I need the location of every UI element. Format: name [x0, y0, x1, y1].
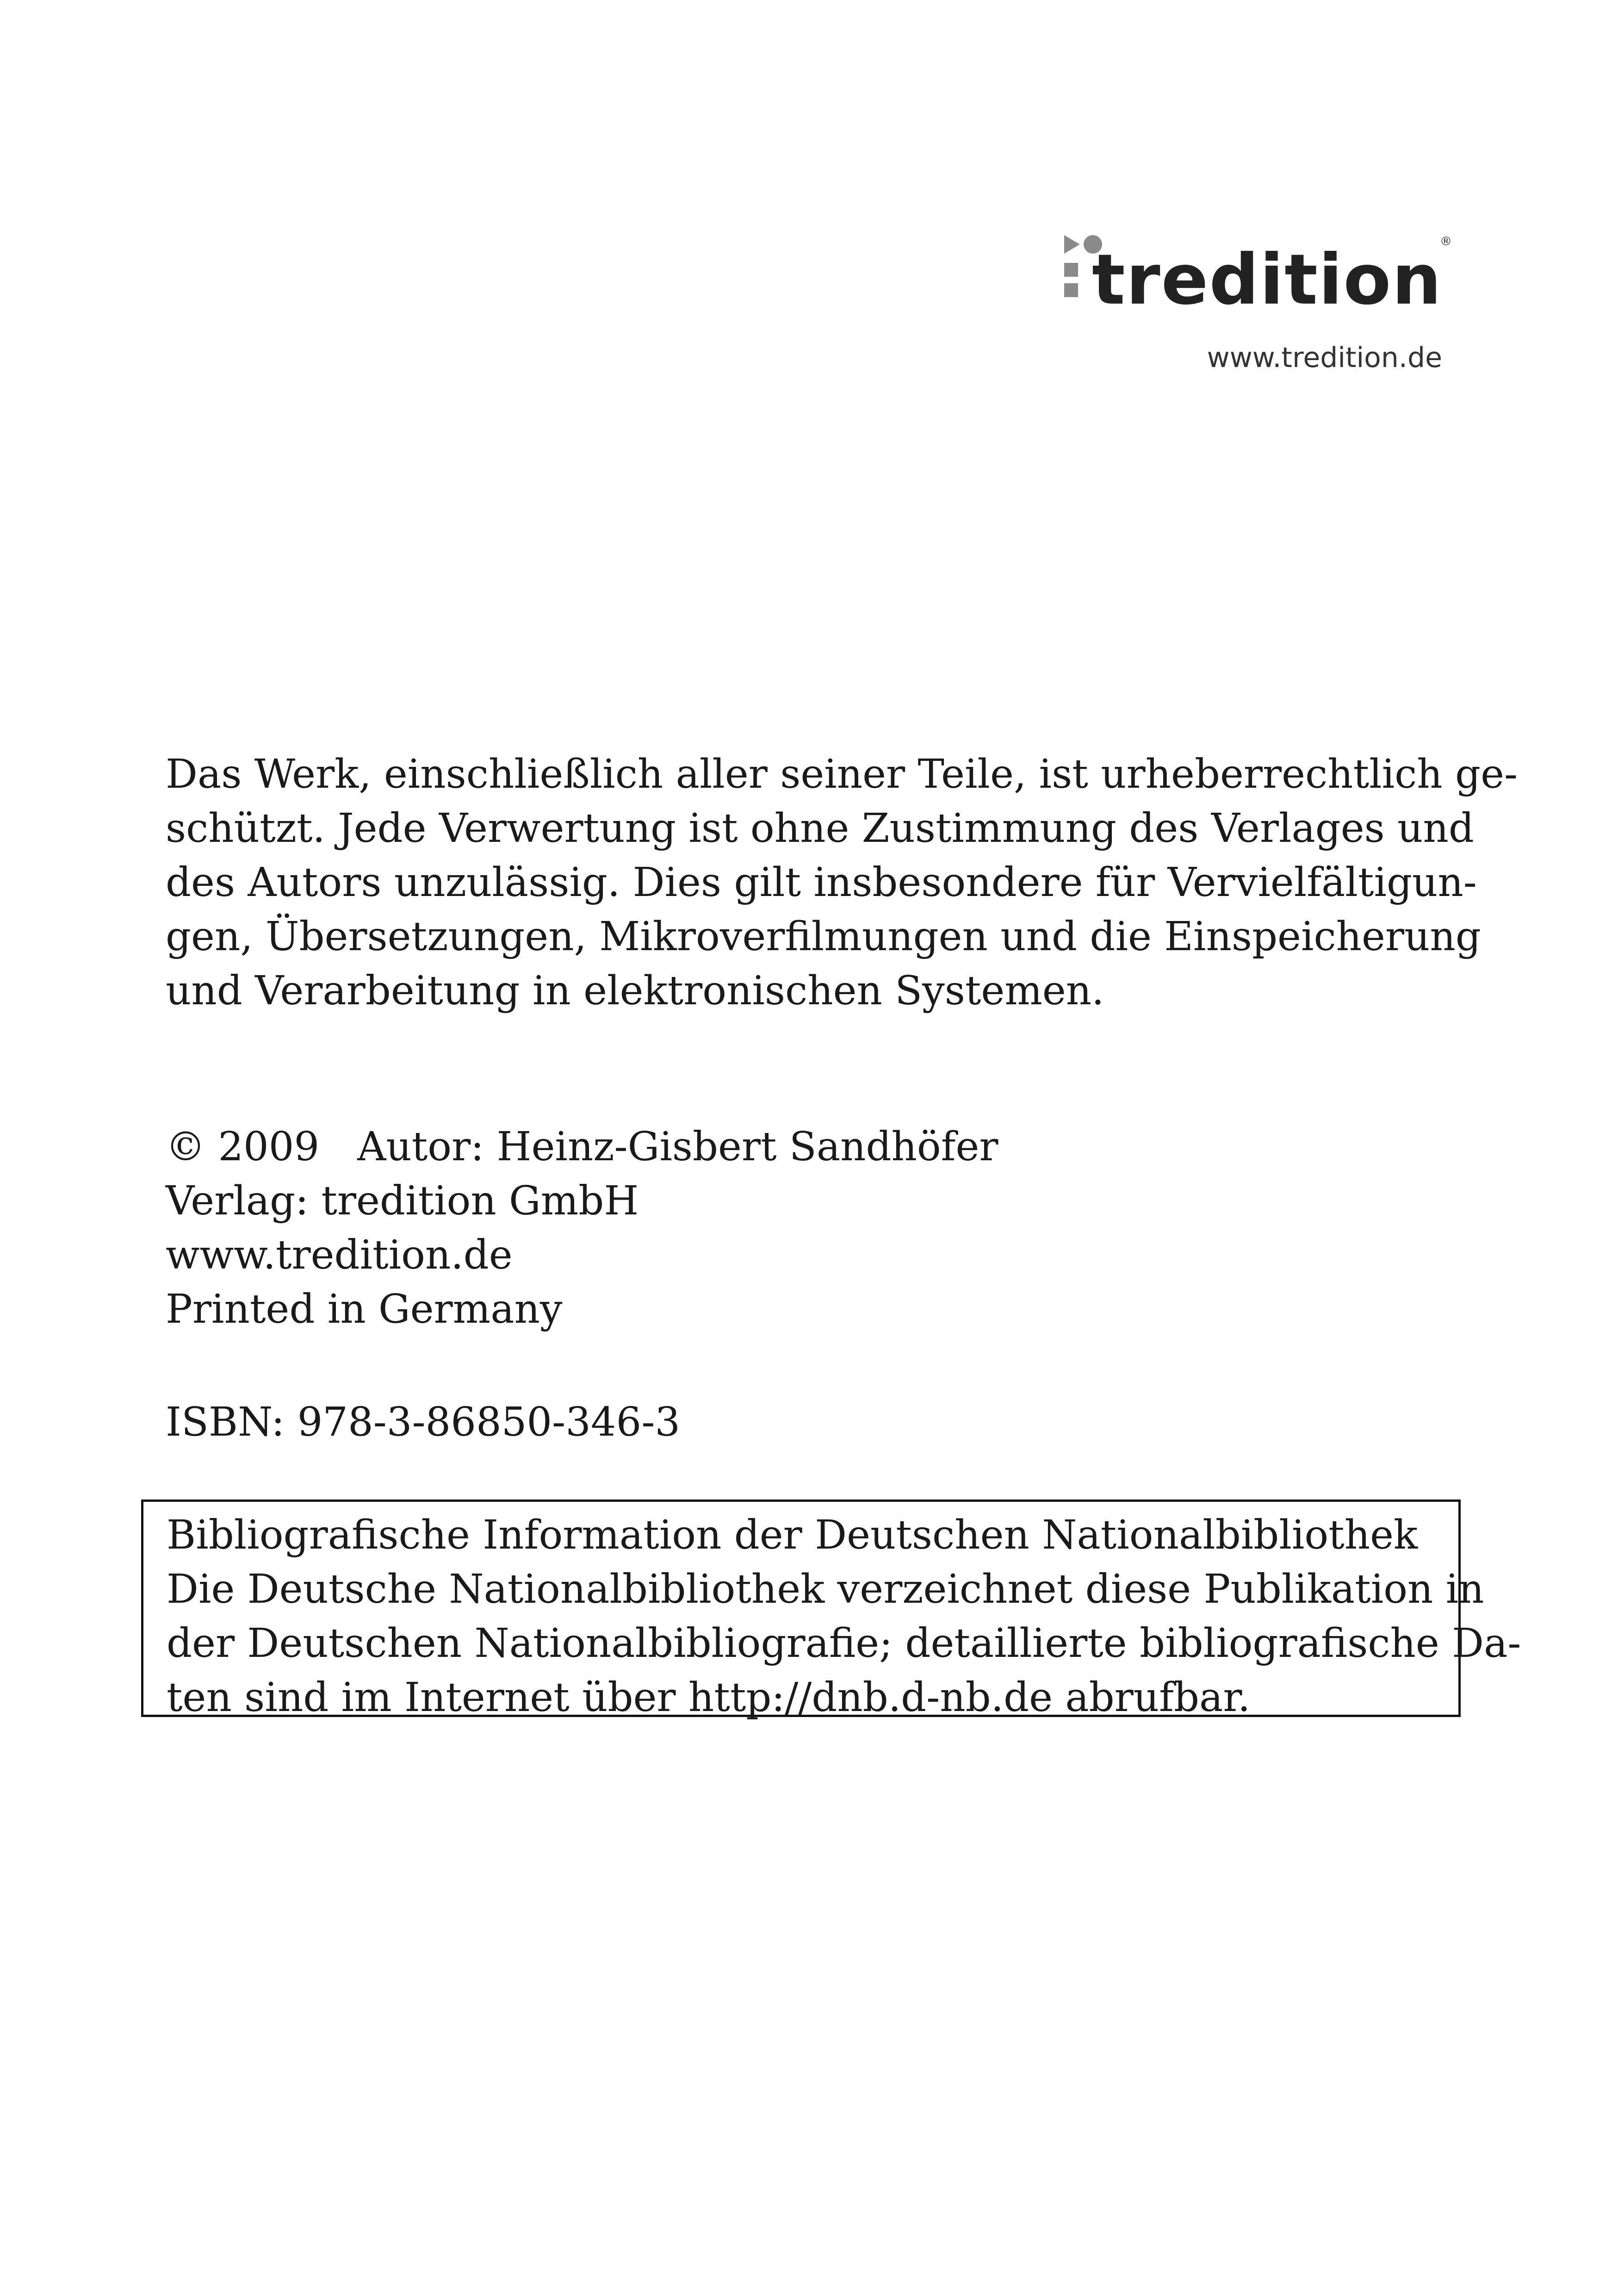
notice-line: gen, Übersetzungen, Mikroverfilmungen und die Einspeicherung	[166, 914, 1481, 960]
logo-registered-mark: ®	[1440, 235, 1452, 249]
logo-triangle-mark	[1064, 235, 1080, 254]
imprint	[166, 1120, 998, 1337]
bibliography-line: der Deutschen Nationalbibliografie; detaillierte bibliografische Da-	[167, 1620, 1521, 1667]
printed-in: Printed in Germany	[166, 1286, 563, 1332]
logo-wordmark: tredition	[1092, 240, 1443, 320]
bibliography-line: Bibliografische Information der Deutschen Nationalbibliothek	[167, 1512, 1418, 1558]
bibliography-text	[167, 1508, 1521, 1725]
publisher-logo	[1064, 213, 1452, 329]
bibliography-box	[141, 1500, 1521, 1721]
publisher: Verlag: tredition GmbH	[166, 1178, 639, 1224]
copyright-author: © 2009 Autor: Heinz-Gisbert Sandhöfer	[166, 1124, 998, 1170]
logo-square-mark-1	[1064, 263, 1078, 277]
notice-line: schützt. Jede Verwertung ist ohne Zustimmung des Verlages und	[166, 805, 1474, 852]
notice-line: und Verarbeitung in elektronischen Systemen.	[166, 968, 1104, 1014]
website: www.tredition.de	[166, 1232, 513, 1278]
tredition-logo-icon	[1064, 213, 1452, 329]
bibliography-line: Die Deutsche Nationalbibliothek verzeichnet diese Publikation in	[167, 1566, 1484, 1612]
notice-line: des Autors unzulässig. Dies gilt insbesondere für Vervielfältigun-	[166, 859, 1477, 906]
logo-url: www.tredition.de	[1207, 342, 1442, 374]
logo-square-mark-2	[1064, 283, 1078, 297]
bibliography-line: ten sind im Internet über http://dnb.d-nb.de abrufbar.	[167, 1674, 1251, 1721]
copyright-notice	[166, 747, 1518, 1018]
isbn: ISBN: 978-3-86850-346-3	[166, 1399, 681, 1445]
notice-line: Das Werk, einschließlich aller seiner Teile, ist urheberrechtlich ge-	[166, 751, 1518, 797]
